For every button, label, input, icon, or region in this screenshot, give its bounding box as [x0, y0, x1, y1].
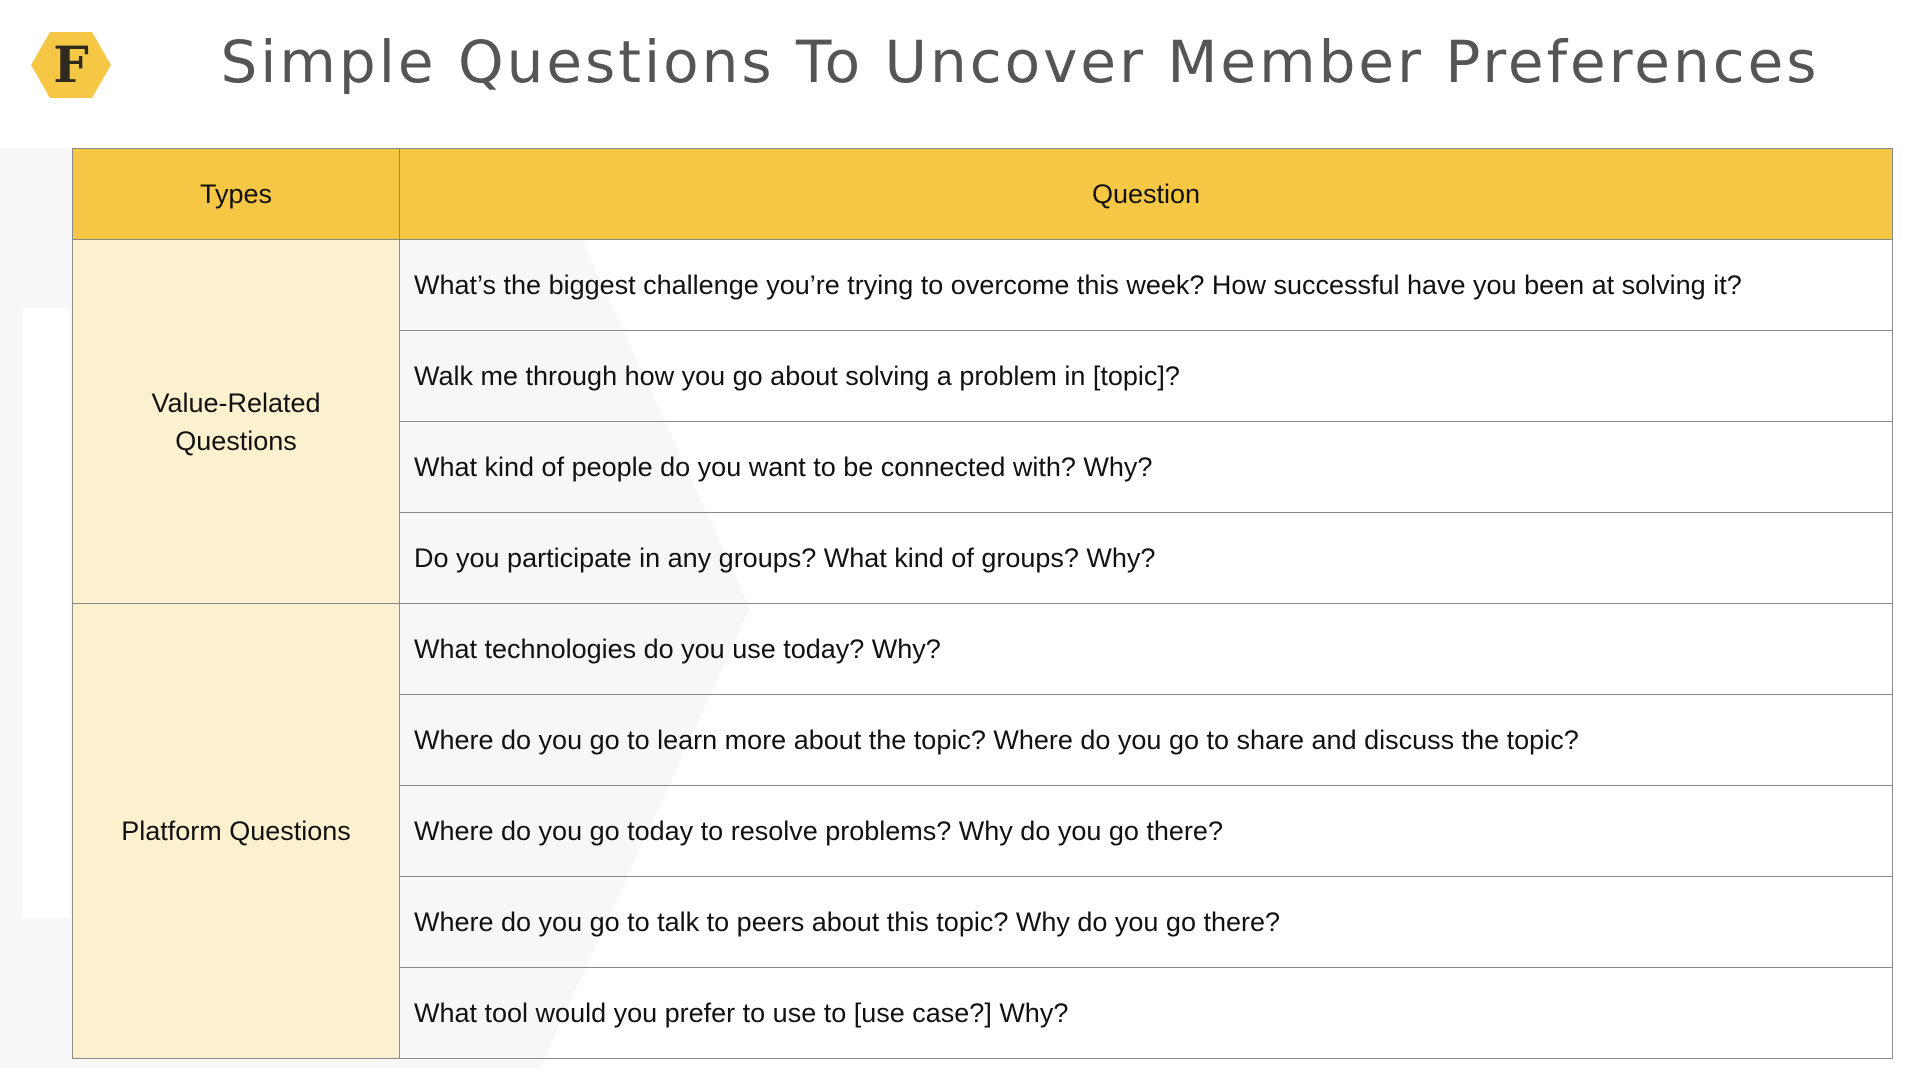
header-types: Types [73, 149, 400, 240]
questions-table [72, 148, 1893, 1059]
question-cell: What technologies do you use today? Why? [400, 604, 1893, 695]
question-cell: Do you participate in any groups? What kind of groups? Why? [400, 513, 1893, 604]
logo-letter: F [53, 35, 89, 94]
question-cell: Where do you go to talk to peers about this topic? Why do you go there? [400, 877, 1893, 968]
header-question: Question [400, 149, 1893, 240]
question-cell: What’s the biggest challenge you’re trying to overcome this week? How successful have you been at solving it? [400, 240, 1893, 331]
type-cell-value-related: Value-Related Questions [73, 240, 400, 604]
question-cell: Where do you go today to resolve problems? Why do you go there? [400, 786, 1893, 877]
question-cell: What tool would you prefer to use to [use case?] Why? [400, 968, 1893, 1059]
table-header-row [73, 149, 1893, 240]
table-row [73, 604, 1893, 695]
page-title: Simple Questions To Uncover Member Preferences [220, 28, 1820, 96]
type-cell-platform: Platform Questions [73, 604, 400, 1059]
table-row [73, 240, 1893, 331]
question-cell: What kind of people do you want to be connected with? Why? [400, 422, 1893, 513]
question-cell: Walk me through how you go about solving a problem in [topic]? [400, 331, 1893, 422]
question-cell: Where do you go to learn more about the topic? Where do you go to share and discuss the topic? [400, 695, 1893, 786]
